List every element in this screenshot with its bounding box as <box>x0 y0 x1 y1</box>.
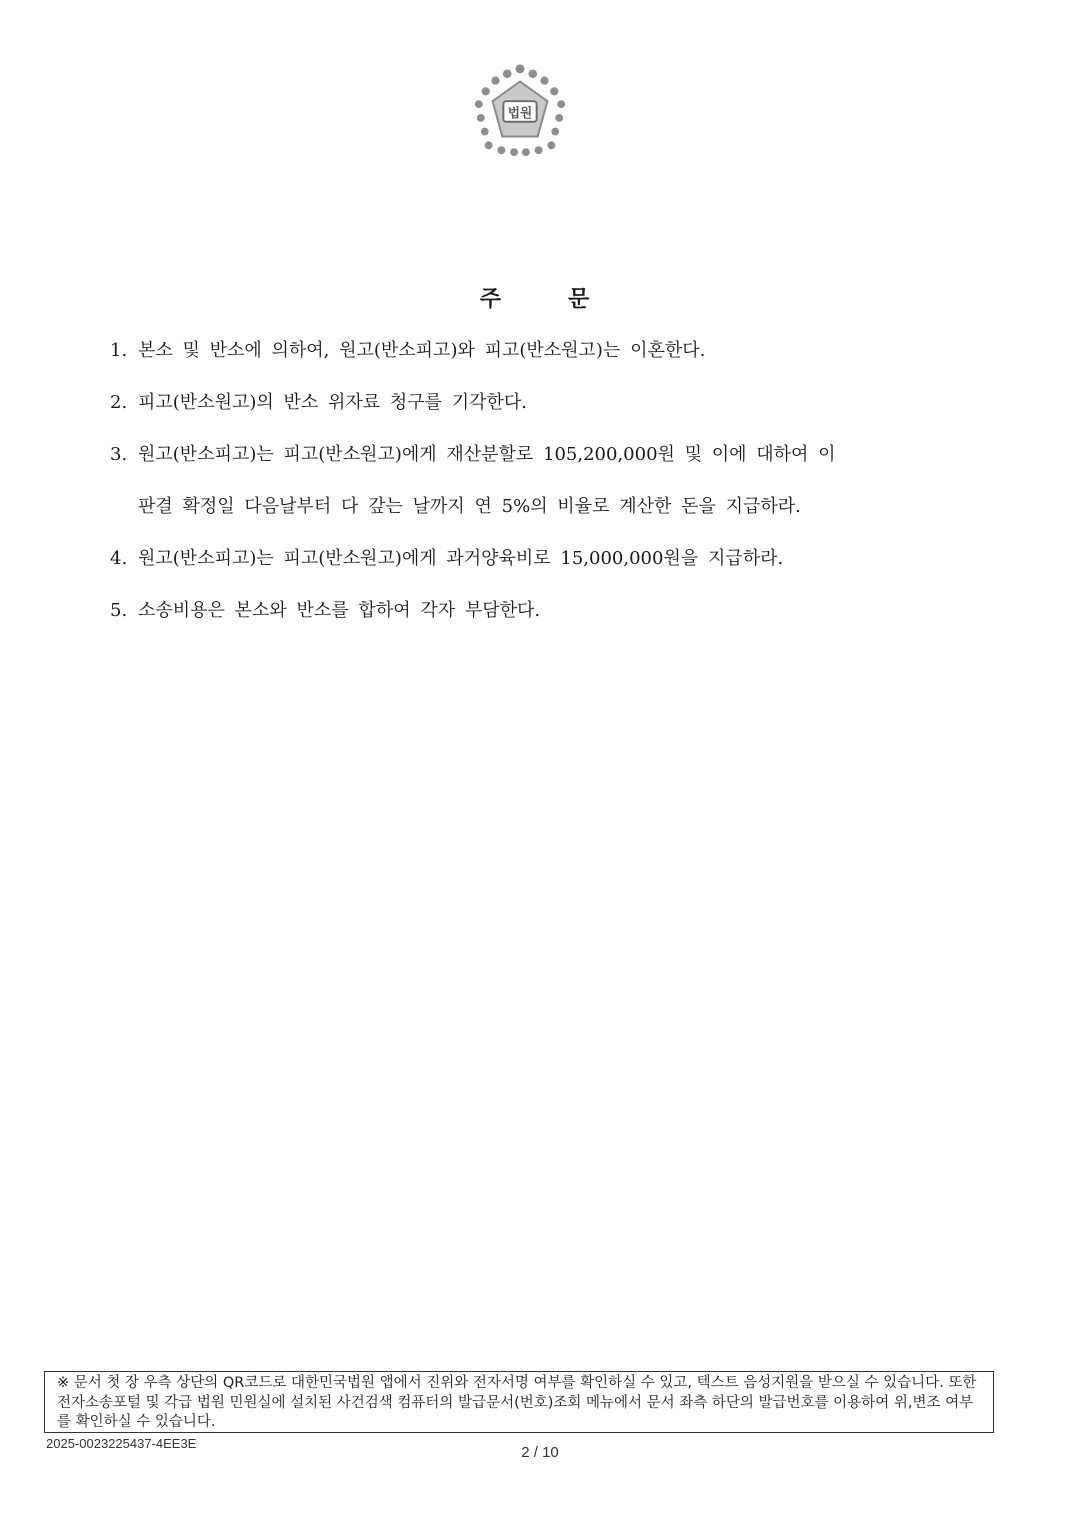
item-number: 1. <box>110 340 128 361</box>
page-number: 2 / 10 <box>521 1444 559 1461</box>
item-text-continuation: 판결 확정일 다음날부터 다 갚는 날까지 연 5%의 비율로 계산한 돈을 지급하라. <box>138 496 801 517</box>
judgment-item <box>110 385 960 421</box>
verification-notice: ※ 문서 첫 장 우측 상단의 QR코드로 대한민국법원 앱에서 진위와 전자서명 여부를 확인하실 수 있고, 텍스트 음성지원을 받으실 수 있습니다. 또한 전자소송포털 및 각급 법원 민원실에 설치된 사건검색 컴퓨터의 발급문서(번호)조회 메뉴에서 문서 좌측 하단의 발급번호를 이용하여 위,변조 여부를 확인하실 수 있습니다. <box>44 1371 994 1433</box>
item-number: 4. <box>110 548 128 569</box>
title-part-1: 주 <box>479 286 502 312</box>
judgment-item <box>110 333 960 369</box>
item-text: 피고(반소원고)의 반소 위자료 청구를 기각한다. <box>138 392 528 413</box>
item-text: 원고(반소피고)는 피고(반소원고)에게 재산분할로 105,200,000원 및 이에 대하여 이 <box>138 444 836 465</box>
item-text: 소송비용은 본소와 반소를 합하여 각자 부담한다. <box>138 600 541 621</box>
judgment-item <box>110 593 960 629</box>
page-title <box>0 282 1070 313</box>
court-emblem <box>471 62 569 160</box>
judgment-item <box>110 541 960 577</box>
title-part-2: 문 <box>568 286 591 312</box>
judgment-items <box>110 333 960 645</box>
item-number: 2. <box>110 392 128 413</box>
judgment-item <box>110 437 960 525</box>
item-number: 5. <box>110 600 128 621</box>
item-number: 3. <box>110 444 128 465</box>
item-text: 본소 및 반소에 의하여, 원고(반소피고)와 피고(반소원고)는 이혼한다. <box>138 340 706 361</box>
court-emblem-icon <box>471 62 569 160</box>
item-text: 원고(반소피고)는 피고(반소원고)에게 과거양육비로 15,000,000원을 지급하라. <box>138 548 784 569</box>
document-issue-number: 2025-0023225437-4EE3E <box>46 1436 197 1451</box>
emblem-label: 법원 <box>507 105 533 121</box>
